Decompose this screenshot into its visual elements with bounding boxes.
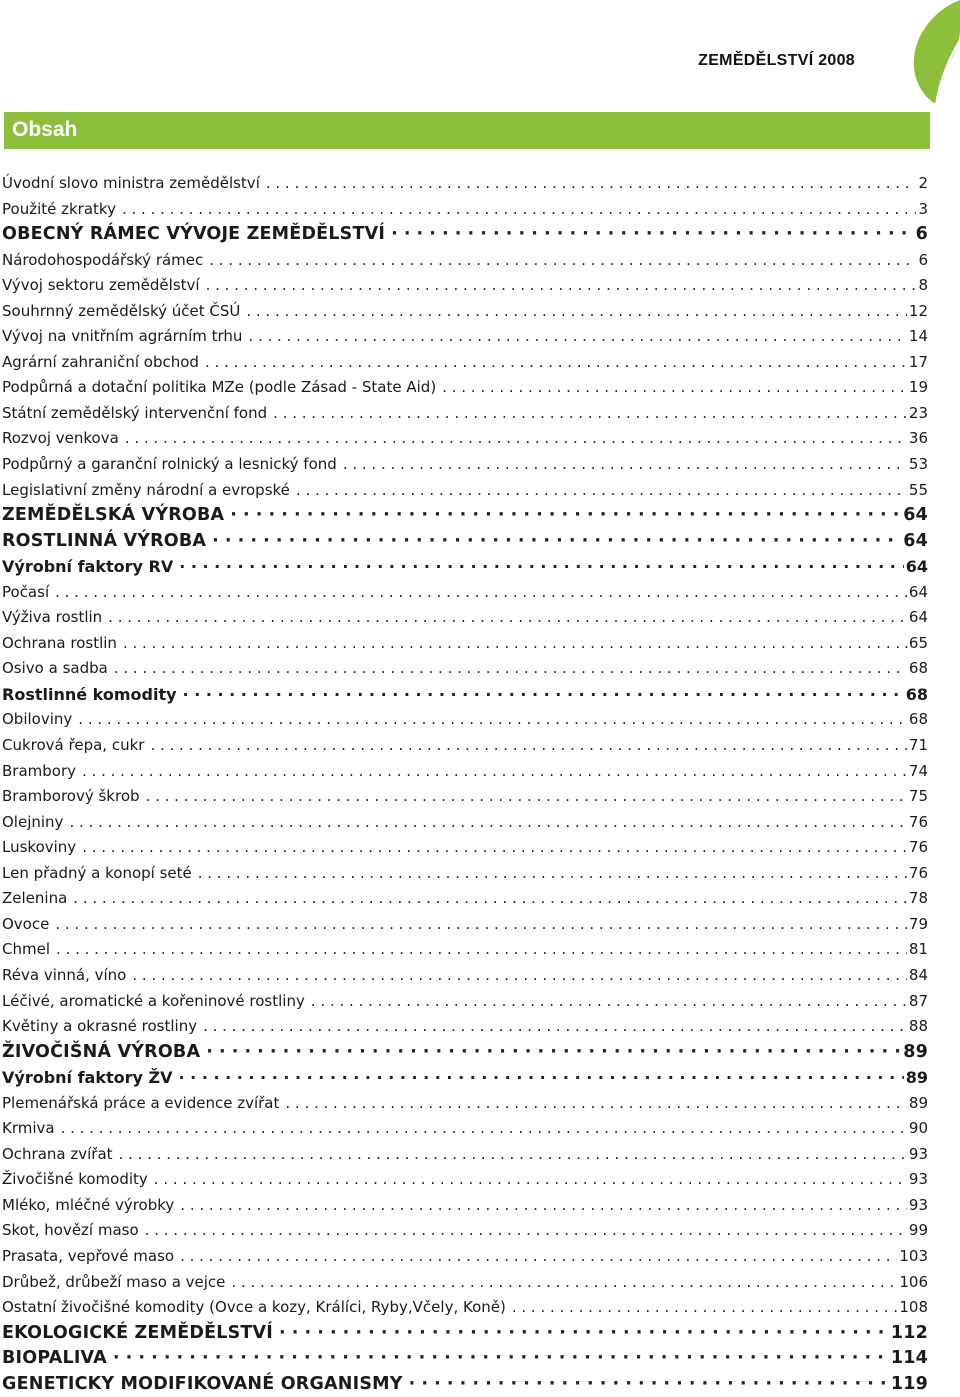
toc-entry-page: .65 xyxy=(904,633,928,652)
dot-leader xyxy=(512,1295,898,1321)
toc-entry-title: Réva vinná, víno xyxy=(2,965,127,984)
dot-leader xyxy=(206,273,917,299)
dot-leader xyxy=(132,963,907,989)
toc-entry-title: Výrobní faktory ŽV xyxy=(2,1068,173,1088)
toc-entry-title: Rozvoj venkova xyxy=(2,429,119,448)
toc-entry-title: Krmiva xyxy=(2,1119,55,1138)
toc-entry-page: 55 xyxy=(908,480,928,499)
toc-entry-title: Vývoj na vnitřním agrárním trhu xyxy=(2,327,243,346)
toc-entry-title: Legislativní změny národní a evropské xyxy=(2,480,290,499)
dot-leader xyxy=(73,886,907,912)
toc-entry[interactable] xyxy=(2,1193,928,1219)
toc-entry-title: Vývoj sektoru zemědělství xyxy=(2,276,200,295)
toc-entry[interactable] xyxy=(2,963,928,989)
toc-entry[interactable] xyxy=(2,912,928,938)
toc-entry-page: 14 xyxy=(908,327,928,346)
toc-entry-title: ŽIVOČIŠNÁ VÝROBA xyxy=(2,1041,201,1062)
toc-entry-title: Národohospodářský rámec xyxy=(2,250,204,269)
dot-leader xyxy=(179,1065,904,1091)
toc-entry-page: 106 xyxy=(899,1272,928,1291)
toc-entry[interactable] xyxy=(2,1218,928,1244)
toc-entry[interactable] xyxy=(2,248,928,274)
toc-entry[interactable] xyxy=(2,1321,928,1347)
toc-entry[interactable] xyxy=(2,1065,928,1091)
toc-entry-title: Podpůrný a garanční rolnický a lesnický fond xyxy=(2,455,337,474)
toc-entry[interactable] xyxy=(2,1346,928,1372)
toc-entry[interactable] xyxy=(2,784,928,810)
dot-leader xyxy=(391,222,914,248)
dot-leader xyxy=(206,1040,901,1066)
toc-entry-page: 76 xyxy=(908,812,928,831)
dot-leader xyxy=(108,605,907,631)
toc-entry-page: 6 xyxy=(915,224,928,245)
section-title-bar xyxy=(4,112,930,149)
toc-entry-title: Použité zkratky xyxy=(2,199,116,218)
toc-entry-page: 19 xyxy=(908,378,928,397)
dot-leader xyxy=(409,1372,889,1397)
toc-entry[interactable] xyxy=(2,656,928,682)
toc-entry-title: Ochrana zvířat xyxy=(2,1144,113,1163)
toc-entry[interactable] xyxy=(2,733,928,759)
toc-entry[interactable] xyxy=(2,375,928,401)
toc-entry[interactable] xyxy=(2,324,928,350)
toc-entry[interactable] xyxy=(2,171,928,197)
dot-leader xyxy=(119,1142,907,1168)
toc-entry-page: 6 xyxy=(918,250,928,269)
toc-entry[interactable] xyxy=(2,631,928,657)
toc-entry-page: 64 xyxy=(903,505,928,526)
toc-entry-page: 74 xyxy=(908,761,928,780)
toc-entry-page: 17 xyxy=(908,352,928,371)
dot-leader xyxy=(55,580,907,606)
toc-entry-title: Léčivé, aromatické a kořeninové rostliny xyxy=(2,991,305,1010)
toc-entry[interactable] xyxy=(2,886,928,912)
toc-entry[interactable] xyxy=(2,835,928,861)
toc-entry-page: 89 xyxy=(905,1068,928,1088)
dot-leader xyxy=(56,937,907,963)
toc-entry-title: EKOLOGICKÉ ZEMĚDĚLSTVÍ xyxy=(2,1322,273,1343)
dot-leader xyxy=(150,733,906,759)
dot-leader xyxy=(248,324,906,350)
toc-entry[interactable] xyxy=(2,478,928,504)
toc-entry-title: Drůbež, drůbeží maso a vejce xyxy=(2,1272,226,1291)
toc-entry[interactable] xyxy=(2,273,928,299)
dot-leader xyxy=(246,299,907,325)
toc-entry[interactable] xyxy=(2,861,928,887)
running-title: ZEMĚDĚLSTVÍ 2008 xyxy=(698,52,855,69)
toc-entry-page: 93 xyxy=(908,1195,928,1214)
toc-entry[interactable] xyxy=(2,197,928,223)
toc-entry-page: 93 xyxy=(908,1170,928,1189)
toc-entry-page: 93 xyxy=(908,1144,928,1163)
toc-entry-title: GENETICKY MODIFIKOVANÉ ORGANISMY xyxy=(2,1373,403,1394)
dot-leader xyxy=(61,1116,907,1142)
dot-leader xyxy=(125,426,907,452)
toc-entry-title: Státní zemědělský intervenční fond xyxy=(2,403,268,422)
toc-entry-title: Úvodní slovo ministra zemědělství xyxy=(2,174,260,192)
toc-entry[interactable] xyxy=(2,580,928,606)
toc-entry-page: 53 xyxy=(908,455,928,474)
toc-entry[interactable] xyxy=(2,707,928,733)
toc-entry-page: 64 xyxy=(905,557,928,577)
toc-entry-page: 84 xyxy=(908,965,928,984)
leaf-icon xyxy=(896,0,960,104)
toc-entry[interactable] xyxy=(2,937,928,963)
dot-leader xyxy=(180,1193,907,1219)
toc-entry-page: 112 xyxy=(890,1322,928,1343)
dot-leader xyxy=(343,452,907,478)
toc-entry-page: 119 xyxy=(890,1373,928,1394)
toc-entry-title: Zelenina xyxy=(2,889,68,908)
toc-entry[interactable] xyxy=(2,759,928,785)
toc-entry-page: 3 xyxy=(918,199,928,218)
toc-entry[interactable] xyxy=(2,1091,928,1117)
toc-entry-title: Výrobní faktory RV xyxy=(2,557,174,577)
toc-entry-title: Obiloviny xyxy=(2,710,73,729)
dot-leader xyxy=(113,1346,889,1372)
toc-entry-page: 64 xyxy=(908,582,928,601)
dot-leader xyxy=(179,554,904,580)
toc-entry-title: Cukrová řepa, cukr xyxy=(2,736,145,755)
toc-entry-page: 78 xyxy=(908,889,928,908)
toc-entry-title: Podpůrná a dotační politika MZe (podle Zásad - State Aid) xyxy=(2,378,437,397)
toc-entry-title: Osivo a sadba xyxy=(2,659,108,678)
toc-entry-page: 114 xyxy=(890,1348,928,1369)
dot-leader xyxy=(180,1244,897,1270)
toc-entry-page: 89 xyxy=(908,1093,928,1112)
toc-entry-page: 108 xyxy=(899,1298,928,1317)
toc-entry-title: Rostlinné komodity xyxy=(2,684,177,704)
dot-leader xyxy=(296,478,907,504)
toc-entry-title: ZEMĚDĚLSKÁ VÝROBA xyxy=(2,505,225,526)
dot-leader xyxy=(198,861,907,887)
toc-entry[interactable] xyxy=(2,1295,928,1321)
toc-entry-page: 64 xyxy=(903,530,928,551)
toc-entry-title: Agrární zahraniční obchod xyxy=(2,352,199,371)
toc-entry-title: Len přadný a konopí seté xyxy=(2,863,192,882)
toc-entry[interactable] xyxy=(2,554,928,580)
dot-leader xyxy=(212,529,901,555)
dot-leader xyxy=(273,401,907,427)
toc-entry-title: BIOPALIVA xyxy=(2,1348,107,1369)
toc-entry-page: 103 xyxy=(899,1246,928,1265)
dot-leader xyxy=(78,707,907,733)
toc-entry-page: 90 xyxy=(908,1119,928,1138)
toc-entry-title: Živočišné komodity xyxy=(2,1170,148,1189)
toc-entry-title: Brambory xyxy=(2,761,77,780)
dot-leader xyxy=(230,503,901,529)
toc-entry[interactable] xyxy=(2,1372,928,1397)
dot-leader xyxy=(285,1091,907,1117)
dot-leader xyxy=(311,989,907,1015)
dot-leader xyxy=(82,759,907,785)
toc-entry[interactable] xyxy=(2,605,928,631)
toc-entry-page: 81 xyxy=(908,940,928,959)
toc-entry[interactable] xyxy=(2,426,928,452)
toc-entry[interactable] xyxy=(2,1167,928,1193)
dot-leader xyxy=(203,1014,907,1040)
toc-entry-page: 79 xyxy=(908,914,928,933)
dot-leader xyxy=(266,171,917,197)
toc-entry-page: 76 xyxy=(908,863,928,882)
toc-entry-title: Prasata, vepřové maso xyxy=(2,1246,175,1265)
toc-entry-page: 8 xyxy=(918,276,928,295)
toc-entry[interactable] xyxy=(2,682,928,708)
toc-entry-page: 76 xyxy=(908,838,928,857)
dot-leader xyxy=(122,197,917,223)
dot-leader xyxy=(114,656,907,682)
toc-entry-page: 23 xyxy=(908,403,928,422)
toc-entry-title: Květiny a okrasné rostliny xyxy=(2,1017,198,1036)
toc-entry-title: Skot, hovězí maso xyxy=(2,1221,139,1240)
dot-leader xyxy=(69,810,906,836)
table-of-contents xyxy=(2,171,928,1397)
toc-entry-page: 99 xyxy=(908,1221,928,1240)
toc-entry-title: Plemenářská práce a evidence zvířat xyxy=(2,1093,280,1112)
dot-leader xyxy=(183,682,904,708)
dot-leader xyxy=(442,375,907,401)
toc-entry-page: 68 xyxy=(908,659,928,678)
dot-leader xyxy=(209,248,916,274)
section-title: Obsah xyxy=(12,118,78,141)
dot-leader xyxy=(205,350,907,376)
toc-entry[interactable] xyxy=(2,1244,928,1270)
toc-entry-page: 68 xyxy=(905,684,928,704)
toc-entry[interactable] xyxy=(2,1142,928,1168)
dot-leader xyxy=(123,631,902,657)
toc-entry-page: 64 xyxy=(908,608,928,627)
toc-entry-title: Bramborový škrob xyxy=(2,787,140,806)
toc-entry-page: 68 xyxy=(908,710,928,729)
toc-entry-title: OBECNÝ RÁMEC VÝVOJE ZEMĚDĚLSTVÍ xyxy=(2,224,386,245)
toc-entry[interactable] xyxy=(2,401,928,427)
toc-entry-title: Ochrana rostlin xyxy=(2,633,117,652)
toc-entry-page: 89 xyxy=(903,1041,928,1062)
toc-entry[interactable] xyxy=(2,1116,928,1142)
toc-entry[interactable] xyxy=(2,503,928,529)
toc-entry-title: Mléko, mléčné výrobky xyxy=(2,1195,175,1214)
toc-entry-page: 75 xyxy=(908,787,928,806)
dot-leader xyxy=(55,912,907,938)
toc-entry-title: Počasí xyxy=(2,582,50,601)
toc-entry-page: 88 xyxy=(908,1017,928,1036)
toc-entry-title: Výživa rostlin xyxy=(2,608,103,627)
toc-entry-title: Souhrnný zemědělský účet ČSÚ xyxy=(2,301,241,320)
toc-entry[interactable] xyxy=(2,989,928,1015)
toc-entry-title: Olejniny xyxy=(2,812,64,831)
toc-entry-title: Luskoviny xyxy=(2,838,77,857)
toc-entry-title: Chmel xyxy=(2,940,50,959)
toc-entry-page: 71 xyxy=(908,736,928,755)
toc-entry[interactable] xyxy=(2,1040,928,1066)
toc-entry[interactable] xyxy=(2,1270,928,1296)
toc-entry[interactable] xyxy=(2,299,928,325)
dot-leader xyxy=(82,835,907,861)
toc-entry[interactable] xyxy=(2,810,928,836)
toc-entry-title: ROSTLINNÁ VÝROBA xyxy=(2,530,207,551)
dot-leader xyxy=(231,1270,897,1296)
toc-entry-page: 36 xyxy=(908,429,928,448)
toc-entry[interactable] xyxy=(2,529,928,555)
toc-entry-page: 12 xyxy=(908,301,928,320)
dot-leader xyxy=(145,1218,907,1244)
dot-leader xyxy=(279,1321,889,1347)
toc-entry[interactable] xyxy=(2,452,928,478)
toc-entry-title: Ovoce xyxy=(2,914,50,933)
toc-entry[interactable] xyxy=(2,222,928,248)
toc-entry[interactable] xyxy=(2,1014,928,1040)
toc-entry-page: 87 xyxy=(908,991,928,1010)
toc-entry-page: 2 xyxy=(918,174,928,192)
dot-leader xyxy=(146,784,907,810)
dot-leader xyxy=(154,1167,907,1193)
toc-entry-title: Ostatní živočišné komodity (Ovce a kozy, Králíci, Ryby,Včely, Koně) xyxy=(2,1298,506,1317)
toc-entry[interactable] xyxy=(2,350,928,376)
